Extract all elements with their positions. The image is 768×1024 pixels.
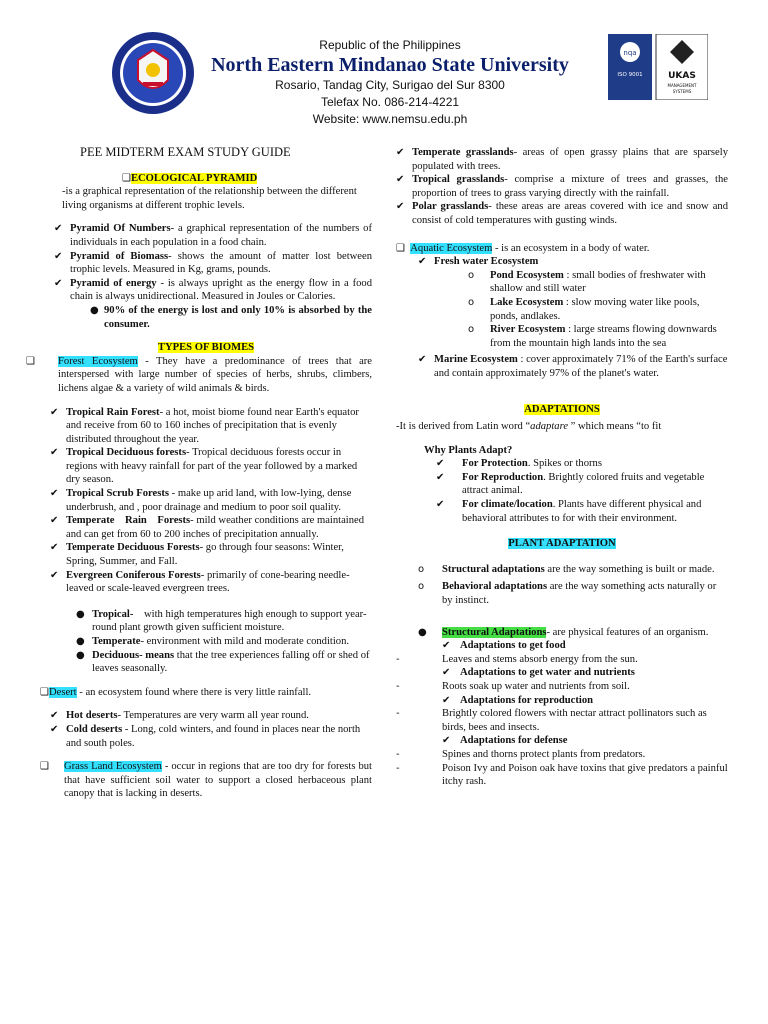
desert-item: ✔ Cold deserts - Long, cold winters, and found in places near the north and south poles. bbox=[50, 723, 361, 749]
freshwater-item: o River Ecosystem : large streams flowing downwards from the mountain high lands into the sea bbox=[468, 324, 717, 349]
pyramid-item: ✔ Pyramid of Biomass- shows the amount of matter lost between trophic levels. Measured in Kg, grams, pounds. bbox=[54, 250, 372, 276]
sub-line: - Poison Ivy and Poison oak have toxins that give predators a painful itchy rash. bbox=[396, 762, 728, 788]
bullet-icon: ● bbox=[76, 608, 85, 620]
forest-item: ✔ Tropical Scrub Forests - make up arid land, with low-lying, dense underbrush, and , poor drainage and medium to poor soil quality. bbox=[50, 488, 352, 513]
checkmark-icon: ✔ bbox=[50, 406, 59, 418]
desert-list bbox=[50, 709, 372, 750]
checkmark-icon: ✔ bbox=[396, 147, 405, 158]
checkmark-icon: ✔ bbox=[50, 723, 59, 735]
sub-heading: ✔ Adaptations to get food bbox=[442, 640, 566, 652]
sub-line: - Brightly colored flowers with nectar attract pollinators such as birds, bees and insects. bbox=[396, 708, 707, 733]
svg-text:MANAGEMENT: MANAGEMENT bbox=[667, 83, 697, 88]
website-line: Website: www.nemsu.edu.ph bbox=[312, 112, 468, 126]
svg-text:UKAS: UKAS bbox=[668, 71, 696, 81]
svg-text:nqa: nqa bbox=[623, 49, 637, 57]
checkmark-icon: ✔ bbox=[54, 223, 63, 235]
circle-bullet-icon: o bbox=[418, 563, 425, 575]
structural-adaptations: ● Structural Adaptations- are physical features of an organism. bbox=[418, 626, 709, 638]
checkmark-icon: ✔ bbox=[442, 640, 451, 652]
sub-heading: ✔ Adaptations to get water and nutrients bbox=[442, 667, 635, 679]
sub-line: - Leaves and stems absorb energy from the sun. bbox=[396, 653, 638, 665]
right-column bbox=[396, 146, 728, 789]
aquatic-ecosystem: ❑ Aquatic Ecosystem - is an ecosystem in a body of water. bbox=[396, 242, 650, 254]
checkmark-icon: ✔ bbox=[50, 515, 59, 527]
university-seal-logo bbox=[110, 30, 196, 116]
document-header bbox=[0, 0, 768, 140]
grassland-item: ✔ Tropical grasslands- comprise a mixture of trees and grasses, the proportion of trees to grass varying directly with the rainfall. bbox=[396, 174, 728, 199]
checkmark-icon: ✔ bbox=[50, 447, 59, 459]
sub-line: - Roots soak up water and nutrients from soil. bbox=[396, 681, 630, 692]
freshwater-item: o Pond Ecosystem : small bodies of freshwater with shallow and still water bbox=[468, 269, 706, 295]
plant-adaptation-heading: PLANT ADAPTATION bbox=[508, 538, 616, 550]
circle-bullet-icon: o bbox=[468, 324, 475, 336]
structural-sub-list bbox=[396, 639, 728, 789]
grassland-item: ✔ Temperate grasslands- areas of open grassy plains that are sparsely populated with trees. bbox=[396, 147, 729, 172]
sub-heading: ✔ Adaptations for reproduction bbox=[442, 694, 594, 706]
why-item: ✔ For Reproduction. Brightly colored fruits and vegetable attract animal. bbox=[436, 471, 705, 497]
checkbox-square-icon: ❑ bbox=[40, 686, 49, 698]
checkmark-icon: ✔ bbox=[442, 735, 451, 747]
eco-pyramid-definition: -is a graphical representation of the relationship between the different living organisms at different trophic levels. bbox=[62, 186, 357, 211]
university-name: North Eastern Mindanao State University bbox=[211, 54, 569, 76]
adaptation-types-list bbox=[418, 563, 728, 608]
adaptations-heading: ADAPTATIONS bbox=[524, 403, 600, 415]
svg-text:SYSTEMS: SYSTEMS bbox=[672, 89, 692, 94]
adaptation-type: o Structural adaptations are the way something is built or made. bbox=[418, 563, 715, 575]
bullet-icon: ● bbox=[90, 304, 99, 316]
forest-ecosystem: ❑ Forest Ecosystem - They have a predominance of trees that are interspersed with large number of species of herbs, shrubs, climbers, lichens algae & a variety of wild animals & birds. bbox=[26, 355, 372, 394]
sub-heading: ✔ Adaptations for defense bbox=[442, 735, 568, 747]
checkmark-icon: ✔ bbox=[442, 694, 451, 706]
climate-item: ● Tropical- with high temperatures high enough to support year-round plant growth given sufficient moisture. bbox=[76, 608, 367, 634]
checkmark-icon: ✔ bbox=[418, 256, 427, 268]
desert-item: ✔ Hot deserts- Temperatures are very warm all year round. bbox=[50, 710, 309, 722]
checkmark-icon: ✔ bbox=[50, 542, 59, 554]
checkmark-icon: ✔ bbox=[396, 201, 405, 213]
adaptations-definition: -It is derived from Latin word “adaptare ” which means “to fit bbox=[396, 421, 662, 433]
freshwater-list bbox=[468, 269, 728, 351]
climate-item: ● Temperate- environment with mild and moderate condition. bbox=[76, 636, 350, 647]
grassland-types-list bbox=[396, 146, 728, 228]
bullet-icon: ● bbox=[76, 636, 85, 647]
checkmark-icon: ✔ bbox=[50, 569, 59, 581]
certification-logos bbox=[608, 34, 708, 100]
bullet-icon: ● bbox=[76, 649, 85, 661]
pyramid-item: ✔ Pyramid Of Numbers- a graphical representation of the numbers of individuals in each population in a food chain. bbox=[54, 223, 372, 248]
forest-item: ✔ Tropical Rain Forest- a hot, moist biome found near Earth's equator and receive from 60 to 160 inches of precipitation that is evenly distributed throughout the year. bbox=[50, 406, 359, 445]
page-title: PEE MIDTERM EXAM STUDY GUIDE bbox=[80, 145, 291, 159]
aquatic-list bbox=[418, 255, 728, 380]
grassland-item: ✔ Polar grasslands- these areas are areas covered with ice and snow and consist of cold temperatures with gusting winds. bbox=[396, 201, 729, 226]
energy-note: ● 90% of the energy is lost and only 10% is absorbed by the consumer. bbox=[90, 304, 372, 330]
pyramid-item: ✔ Pyramid of energy - is always upright as the energy flow in a food chain is always unidirectional. Measured in Joules or Calories. bbox=[54, 277, 372, 303]
grassland-ecosystem: ❑ Grass Land Ecosystem - occur in regions that are too dry for forests but that have sufficient soil water to support a closed herbaceous plant canopy that is lacking in deserts. bbox=[40, 761, 372, 800]
republic-line: Republic of the Philippines bbox=[319, 38, 461, 52]
checkmark-icon: ✔ bbox=[436, 458, 445, 470]
checkbox-square-icon: ❑ bbox=[40, 761, 49, 773]
checkmark-icon: ✔ bbox=[436, 471, 445, 483]
forest-item: ✔ Temperate Deciduous Forests- go through four seasons: Winter, Spring, Summer, and Fall. bbox=[50, 542, 344, 568]
header-text bbox=[190, 38, 590, 128]
why-item: ✔ For Protection. Spikes or thorns bbox=[436, 458, 602, 470]
circle-bullet-icon: o bbox=[468, 269, 475, 281]
checkbox-square-icon: ❑ bbox=[26, 355, 35, 367]
address-line: Rosario, Tandag City, Surigao del Sur 8300 bbox=[275, 78, 505, 92]
why-item: ✔ For climate/location. Plants have different physical and behavioral attributes to for with their environment. bbox=[436, 499, 702, 524]
forest-item: ✔ Tropical Deciduous forests- Tropical deciduous forests occur in regions with heavy rainfall for part of the year followed by a marked dry season. bbox=[50, 447, 358, 486]
cert-iso-text: ISO 9001 bbox=[617, 72, 643, 78]
checkmark-icon: ✔ bbox=[436, 499, 445, 511]
checkmark-icon: ✔ bbox=[54, 250, 63, 262]
forest-item: ✔ Temperate Rain Forests- mild weather conditions are maintained and can get from 60 to 200 inches of precipitation annually. bbox=[50, 515, 365, 540]
telefax-line: Telefax No. 086-214-4221 bbox=[320, 95, 460, 109]
freshwater-item: o Lake Ecosystem : slow moving water like pools, ponds, andlakes. bbox=[468, 296, 700, 322]
eco-pyramid-heading: ❑ECOLOGICAL PYRAMID bbox=[122, 172, 258, 184]
left-column bbox=[26, 145, 372, 801]
circle-bullet-icon: o bbox=[468, 296, 475, 308]
adaptation-type: o Behavioral adaptations are the way something acts naturally or by instinct. bbox=[418, 581, 717, 607]
desert-ecosystem: ❑Desert - an ecosystem found where there is very little rainfall. bbox=[40, 686, 312, 698]
checkbox-square-icon: ❑ bbox=[396, 242, 405, 254]
checkbox-square-icon: ❑ bbox=[122, 172, 131, 184]
climate-item: ● Deciduous- means that the tree experiences falling off or shed of leaves seasonally. bbox=[76, 649, 370, 675]
bullet-icon: ● bbox=[418, 626, 427, 638]
sub-line: - Spines and thorns protect plants from predators. bbox=[396, 748, 646, 760]
marine-ecosystem: ✔ Marine Ecosystem : cover approximately 71% of the Earth's surface and contain approximately 97% of the planet's water. bbox=[418, 354, 728, 379]
checkmark-icon: ✔ bbox=[442, 667, 451, 679]
pyramid-list bbox=[54, 222, 372, 331]
freshwater-heading: ✔ Fresh water Ecosystem bbox=[418, 256, 539, 268]
circle-bullet-icon: o bbox=[418, 581, 425, 593]
checkmark-icon: ✔ bbox=[50, 488, 59, 500]
forest-item: ✔ Evergreen Coniferous Forests- primarily of cone-bearing needle-leaved or scale-leaved evergreen trees. bbox=[50, 569, 350, 595]
checkmark-icon: ✔ bbox=[54, 277, 63, 289]
climate-list bbox=[76, 608, 372, 676]
forest-list bbox=[50, 406, 372, 596]
why-list bbox=[436, 457, 728, 525]
types-of-biomes-heading: TYPES OF BIOMES bbox=[157, 342, 255, 354]
checkmark-icon: ✔ bbox=[50, 710, 59, 722]
checkmark-icon: ✔ bbox=[418, 354, 427, 366]
checkmark-icon: ✔ bbox=[396, 174, 405, 186]
why-plants-adapt: Why Plants Adapt? bbox=[424, 444, 513, 456]
